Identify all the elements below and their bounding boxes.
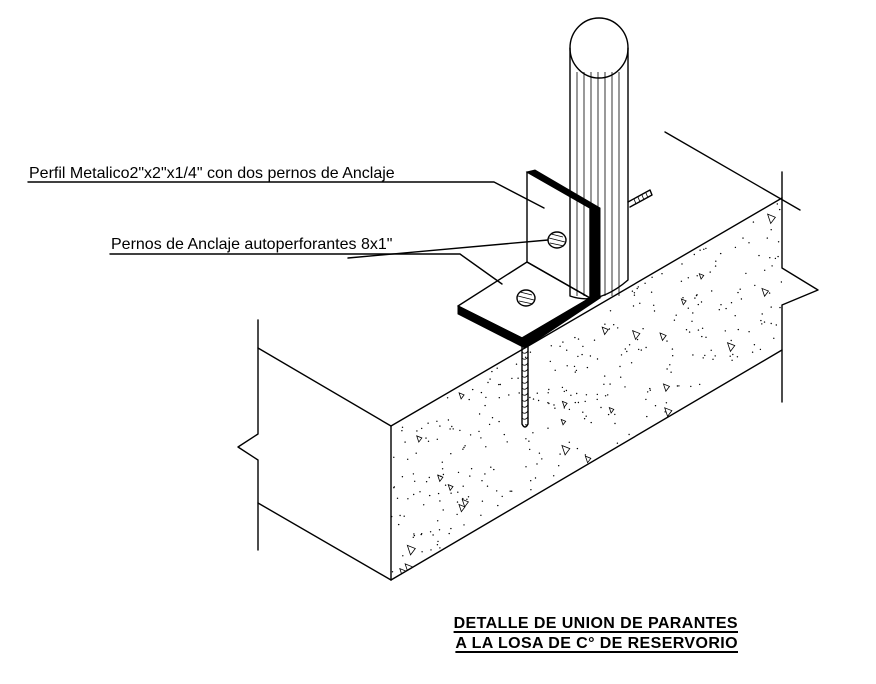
- title-line-1: DETALLE DE UNION DE PARANTES: [453, 615, 738, 632]
- perfil-label: Perfil Metalico2"x2"x1/4" con dos pernos de Anclaje: [29, 165, 395, 182]
- title-line-2: A LA LOSA DE C° DE RESERVORIO: [455, 635, 738, 652]
- drawing-title: [368, 614, 738, 654]
- bolt-head-lower: [517, 290, 535, 306]
- leader-lines: [28, 182, 548, 284]
- back-bolt: [628, 190, 652, 207]
- bolt-head-upper: [548, 232, 566, 248]
- pernos-label: Pernos de Anclaje autoperforantes 8x1": [111, 236, 393, 253]
- steel-angle-profile: [458, 170, 600, 348]
- concrete-texture: [391, 203, 782, 575]
